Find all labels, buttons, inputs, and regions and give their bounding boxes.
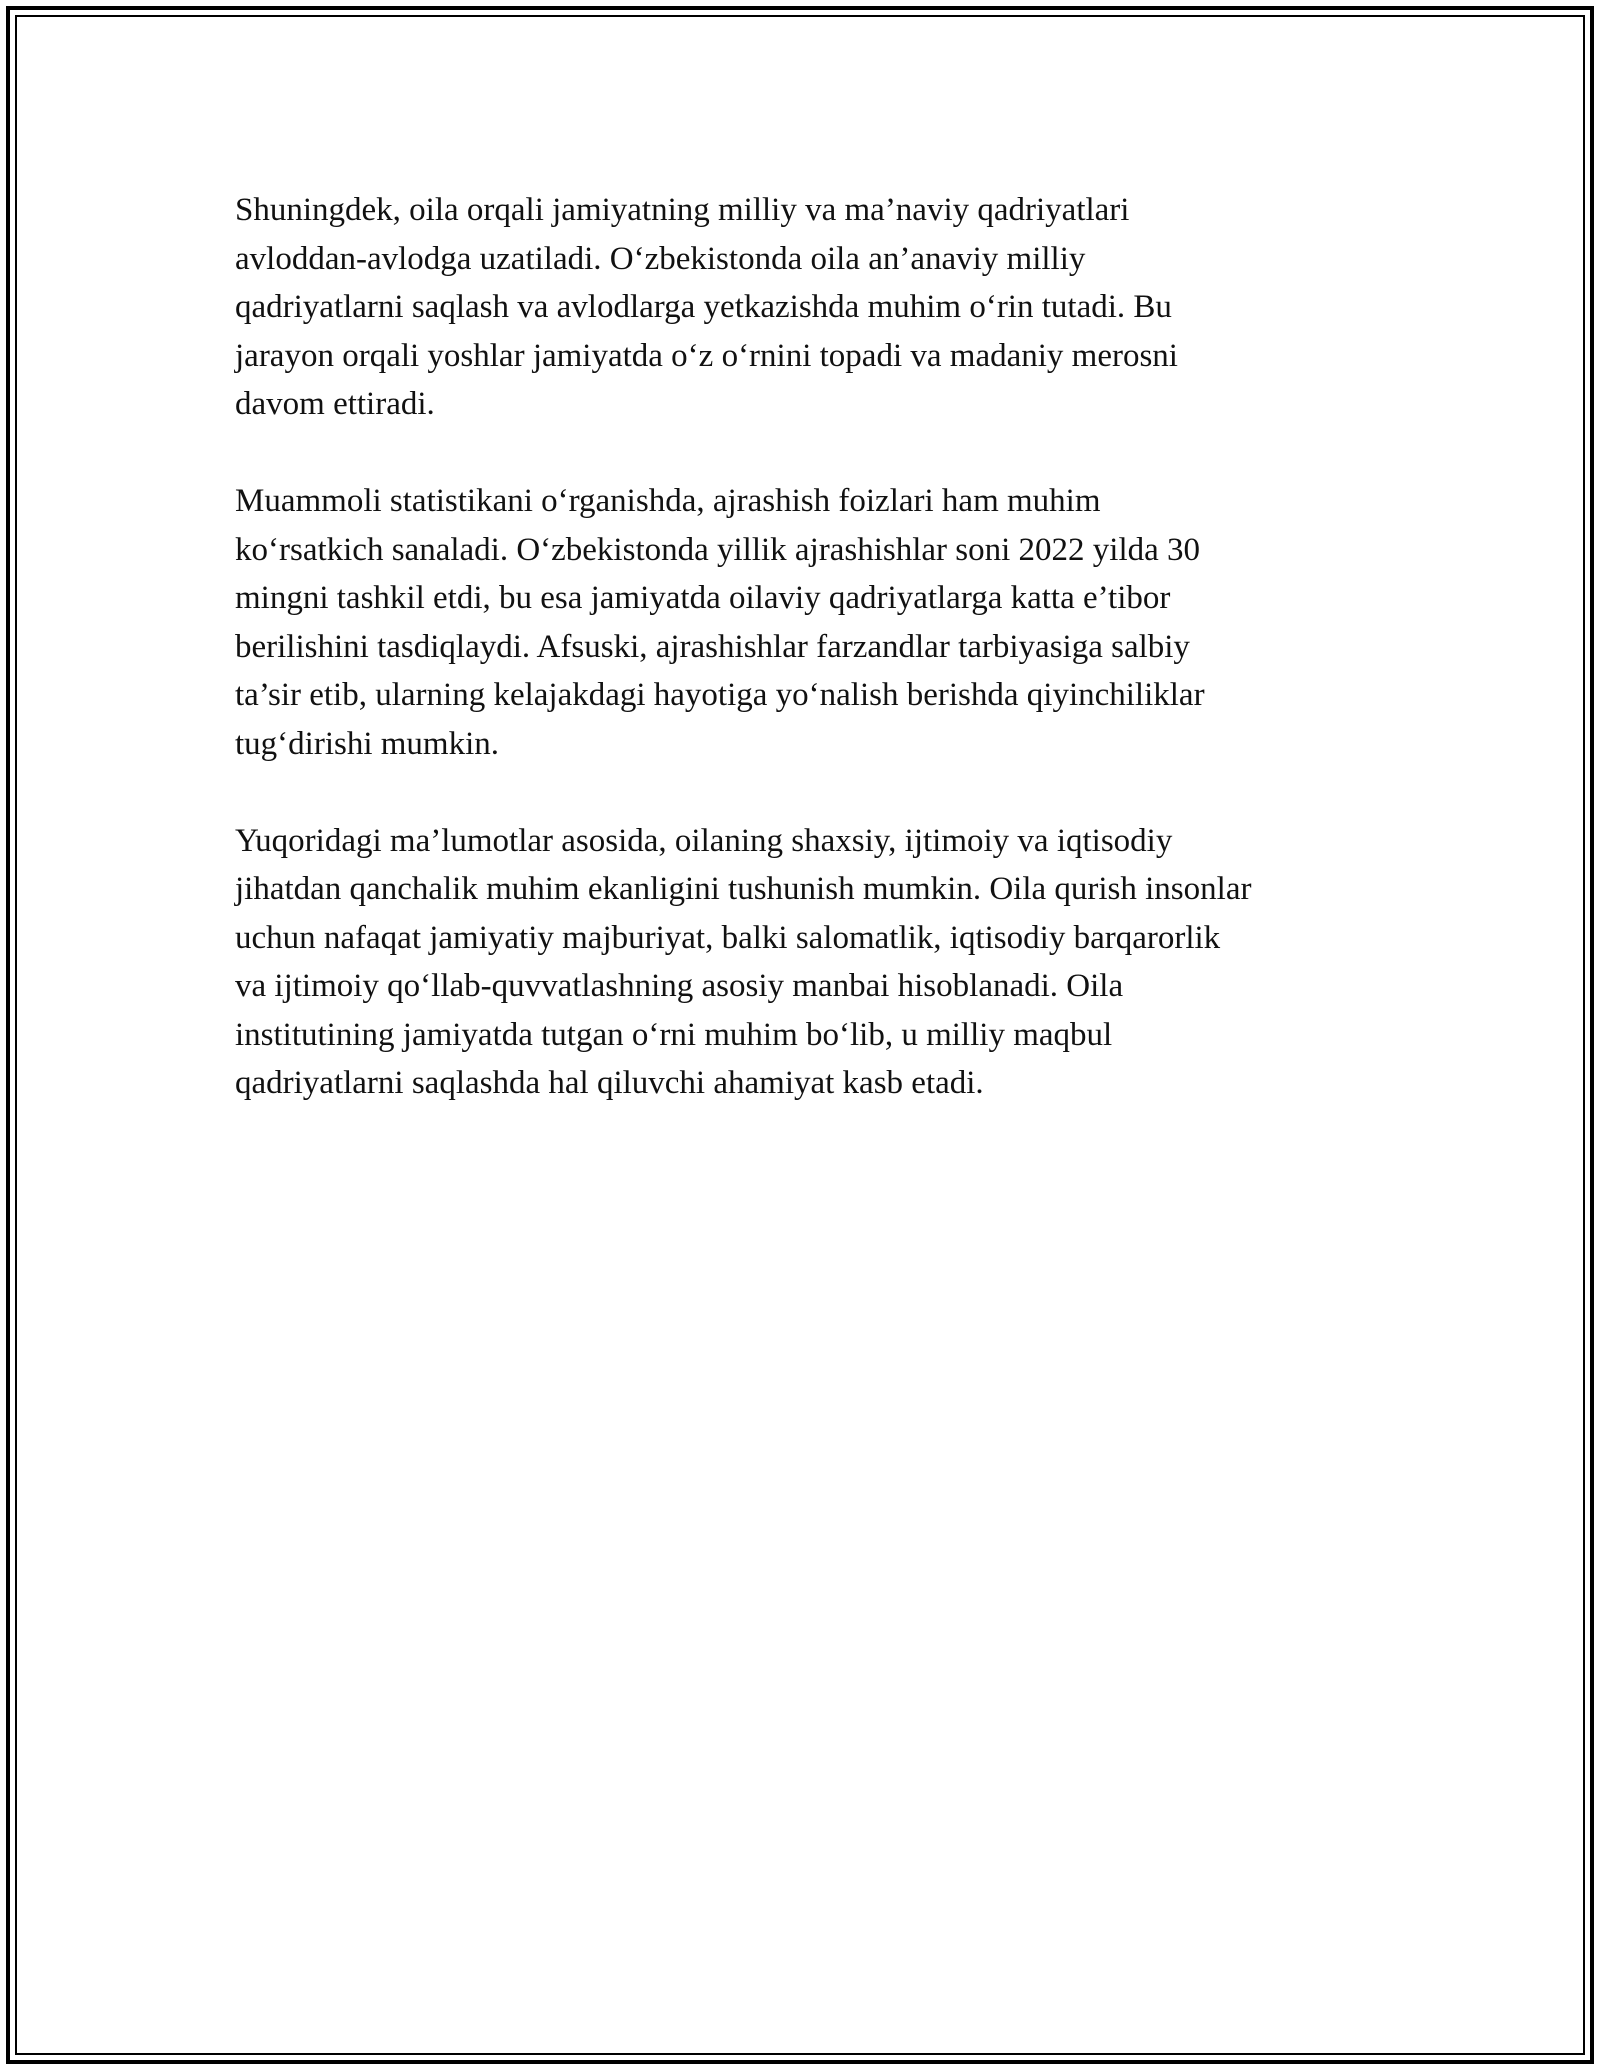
paragraph-line: berilishini tasdiqlaydi. Afsuski, ajrashishlar farzandlar tarbiyasiga salbiy bbox=[235, 628, 1190, 665]
paragraph-line: institutining jamiyatda tutgan o‘rni muhim bo‘lib, u milliy maqbul bbox=[235, 1016, 1113, 1053]
paragraph-line: tug‘dirishi mumkin. bbox=[235, 725, 499, 762]
paragraph-line: Yuqoridagi ma’lumotlar asosida, oilaning shaxsiy, ijtimoiy va iqtisodiy bbox=[235, 822, 1173, 859]
paragraph-1 bbox=[235, 186, 1395, 429]
paragraph-line: qadriyatlarni saqlash va avlodlarga yetkazishda muhim o‘rin tutadi. Bu bbox=[235, 289, 1172, 325]
paragraph-line: Muammoli statistikani o‘rganishda, ajrashish foizlari ham muhim bbox=[235, 483, 1101, 519]
paragraph-line: jihatdan qanchalik muhim ekanligini tushunish mumkin. Oila qurish insonlar bbox=[235, 871, 1252, 907]
paragraph-line: jarayon orqali yoshlar jamiyatda o‘z o‘rnini topadi va madaniy merosni bbox=[235, 337, 1178, 374]
paragraph-3 bbox=[235, 817, 1395, 1108]
paragraph-line: davom ettiradi. bbox=[235, 386, 435, 422]
paragraph-line: mingni tashkil etdi, bu esa jamiyatda oilaviy qadriyatlarga katta e’tibor bbox=[235, 580, 1171, 616]
paragraph-line: avloddan-avlodga uzatiladi. O‘zbekistonda oila an’anaviy milliy bbox=[235, 240, 1086, 277]
paragraph-line: va ijtimoiy qo‘llab-quvvatlashning asosiy manbai hisoblanadi. Oila bbox=[235, 968, 1124, 1004]
paragraph-line: uchun nafaqat jamiyatiy majburiyat, balki salomatlik, iqtisodiy barqarorlik bbox=[235, 919, 1221, 956]
paragraph-line: ta’sir etib, ularning kelajakdagi hayotiga yo‘nalish berishda qiyinchiliklar bbox=[235, 677, 1205, 713]
paragraph-line: ko‘rsatkich sanaladi. O‘zbekistonda yillik ajrashishlar soni 2022 yilda 30 bbox=[235, 531, 1201, 568]
paragraph-line: Shuningdek, oila orqali jamiyatning milliy va ma’naviy qadriyatlari bbox=[235, 192, 1130, 228]
paragraph-2 bbox=[235, 477, 1395, 768]
paragraph-line: qadriyatlarni saqlashda hal qiluvchi ahamiyat kasb etadi. bbox=[235, 1065, 984, 1101]
document-body bbox=[235, 186, 1395, 1156]
